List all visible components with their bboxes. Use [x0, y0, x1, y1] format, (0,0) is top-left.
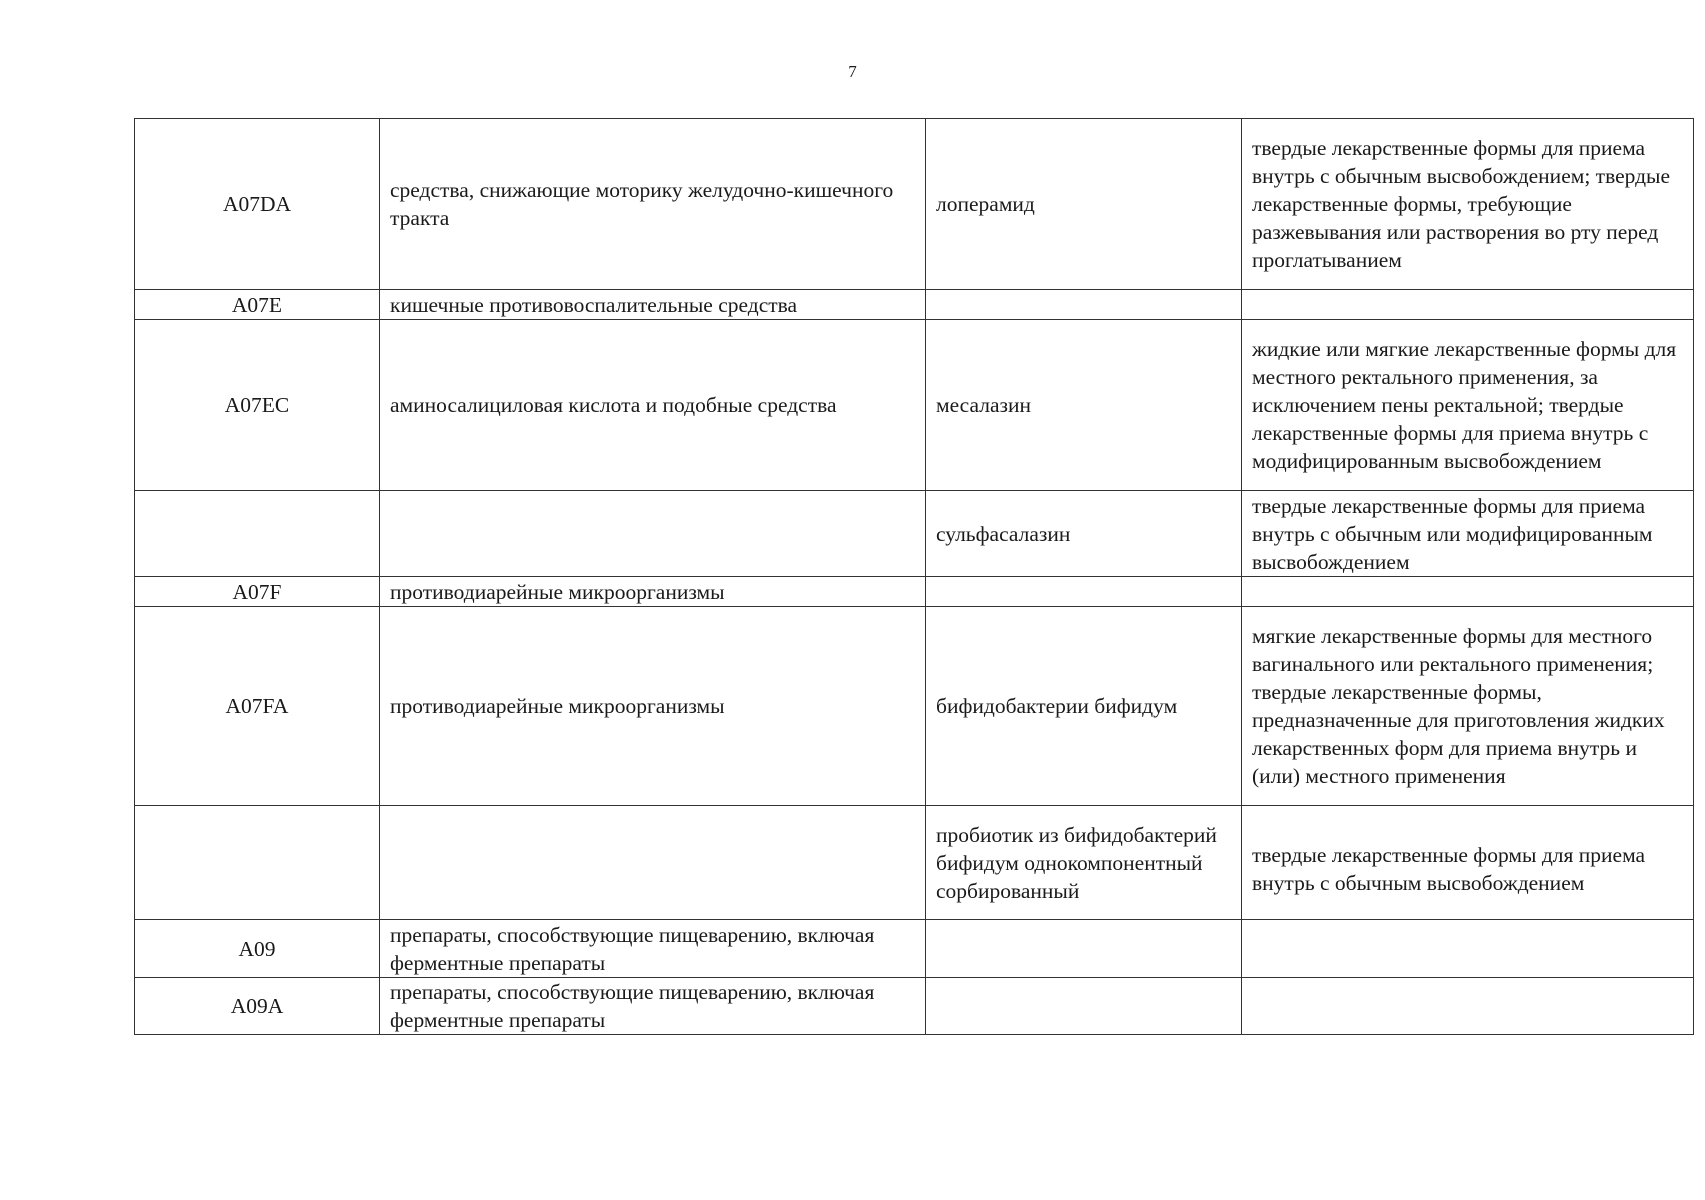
group-name-cell: аминосалициловая кислота и подобные средства — [380, 320, 926, 491]
group-name-cell: противодиарейные микроорганизмы — [380, 577, 926, 607]
drug-name-cell: месалазин — [926, 320, 1242, 491]
dosage-forms-cell — [1242, 978, 1694, 1035]
dosage-forms-cell — [1242, 290, 1694, 320]
atc-code-cell: A07E — [135, 290, 380, 320]
atc-code-cell: A07DA — [135, 119, 380, 290]
drug-name-cell — [926, 920, 1242, 978]
table-row — [135, 290, 1694, 320]
table-row — [135, 920, 1694, 978]
page-number: 7 — [848, 62, 857, 81]
atc-code-cell: A09A — [135, 978, 380, 1035]
atc-code-cell: A09 — [135, 920, 380, 978]
group-name-cell: средства, снижающие моторику желудочно-кишечного тракта — [380, 119, 926, 290]
group-name-cell: препараты, способствующие пищеварению, включая ферментные препараты — [380, 920, 926, 978]
table-row — [135, 806, 1694, 920]
drug-name-cell: пробиотик из бифидобактерий бифидум однокомпонентный сорбированный — [926, 806, 1242, 920]
atc-code-cell: A07FA — [135, 607, 380, 806]
atc-code-cell — [135, 806, 380, 920]
table-row — [135, 607, 1694, 806]
drug-name-cell: лоперамид — [926, 119, 1242, 290]
dosage-forms-cell: твердые лекарственные формы для приема внутрь с обычным или модифицированным высвобождением — [1242, 491, 1694, 577]
drug-classification-table — [134, 118, 1694, 1035]
dosage-forms-cell: твердые лекарственные формы для приема внутрь с обычным высвобождением — [1242, 806, 1694, 920]
atc-code-cell — [135, 491, 380, 577]
table-row — [135, 577, 1694, 607]
drug-name-cell — [926, 978, 1242, 1035]
drug-name-cell — [926, 577, 1242, 607]
group-name-cell: препараты, способствующие пищеварению, включая ферментные препараты — [380, 978, 926, 1035]
table-row — [135, 119, 1694, 290]
dosage-forms-cell: жидкие или мягкие лекарственные формы для местного ректального применения, за исключением пены ректальной; твердые лекарственные формы для приема внутрь с модифицированным высвобождением — [1242, 320, 1694, 491]
group-name-cell: противодиарейные микроорганизмы — [380, 607, 926, 806]
atc-code-cell: A07F — [135, 577, 380, 607]
table-row — [135, 320, 1694, 491]
drug-name-cell: сульфасалазин — [926, 491, 1242, 577]
drug-name-cell — [926, 290, 1242, 320]
drug-name-cell: бифидобактерии бифидум — [926, 607, 1242, 806]
table-row — [135, 978, 1694, 1035]
group-name-cell — [380, 806, 926, 920]
dosage-forms-cell: мягкие лекарственные формы для местного вагинального или ректального применения; твердые лекарственные формы, предназначенные для приготовления жидких лекарственных форм для приема внутрь и (или) местного применения — [1242, 607, 1694, 806]
dosage-forms-cell — [1242, 577, 1694, 607]
dosage-forms-cell: твердые лекарственные формы для приема внутрь с обычным высвобождением; твердые лекарственные формы, требующие разжевывания или растворения во рту перед проглатыванием — [1242, 119, 1694, 290]
dosage-forms-cell — [1242, 920, 1694, 978]
group-name-cell: кишечные противовоспалительные средства — [380, 290, 926, 320]
table-row — [135, 491, 1694, 577]
group-name-cell — [380, 491, 926, 577]
atc-code-cell: A07EC — [135, 320, 380, 491]
